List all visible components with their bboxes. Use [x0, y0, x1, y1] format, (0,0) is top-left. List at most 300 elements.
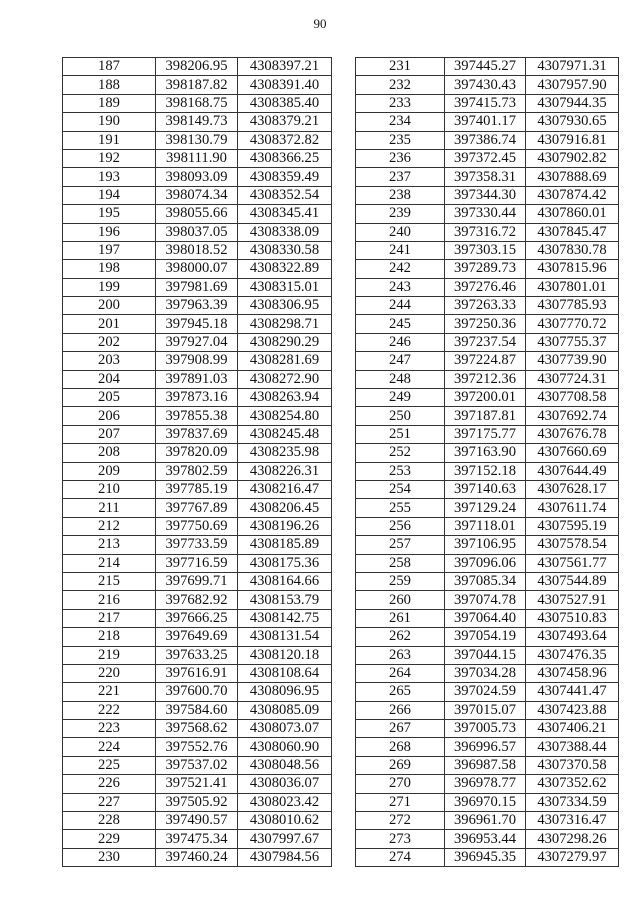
- y-coordinate-cell: 4308290.29: [238, 333, 332, 351]
- y-coordinate-cell: 4307406.21: [526, 720, 619, 738]
- point-number-cell: 263: [356, 646, 445, 664]
- y-coordinate-cell: 4307628.17: [526, 480, 619, 498]
- point-number-cell: 238: [356, 186, 445, 204]
- point-number-cell: 245: [356, 315, 445, 333]
- y-coordinate-cell: 4307527.91: [526, 591, 619, 609]
- point-number-cell: 273: [356, 830, 445, 848]
- x-coordinate-cell: 397445.27: [445, 58, 526, 76]
- table-row: [63, 94, 332, 112]
- point-number-cell: 269: [356, 756, 445, 774]
- table-row: [356, 480, 619, 498]
- point-number-cell: 200: [63, 297, 156, 315]
- y-coordinate-cell: 4307971.31: [526, 58, 619, 76]
- y-coordinate-cell: 4308245.48: [238, 425, 332, 443]
- table-row: [63, 480, 332, 498]
- table-row: [63, 793, 332, 811]
- x-coordinate-cell: 397096.06: [445, 554, 526, 572]
- table-row: [63, 517, 332, 535]
- point-number-cell: 231: [356, 58, 445, 76]
- y-coordinate-cell: 4307692.74: [526, 407, 619, 425]
- x-coordinate-cell: 396996.57: [445, 738, 526, 756]
- table-row: [356, 205, 619, 223]
- table-row: [356, 333, 619, 351]
- table-row: [63, 223, 332, 241]
- x-coordinate-cell: 397682.92: [156, 591, 238, 609]
- x-coordinate-cell: 397633.25: [156, 646, 238, 664]
- x-coordinate-cell: 398074.34: [156, 186, 238, 204]
- x-coordinate-cell: 397584.60: [156, 701, 238, 719]
- table-row: [356, 389, 619, 407]
- point-number-cell: 250: [356, 407, 445, 425]
- x-coordinate-cell: 398055.66: [156, 205, 238, 223]
- table-row: [356, 58, 619, 76]
- table-row: [63, 168, 332, 186]
- table-row: [356, 738, 619, 756]
- x-coordinate-cell: 397537.02: [156, 756, 238, 774]
- y-coordinate-cell: 4307830.78: [526, 241, 619, 259]
- x-coordinate-cell: 397085.34: [445, 572, 526, 590]
- x-coordinate-cell: 397358.31: [445, 168, 526, 186]
- table-row: [63, 333, 332, 351]
- y-coordinate-cell: 4307930.65: [526, 113, 619, 131]
- x-coordinate-cell: 397074.78: [445, 591, 526, 609]
- table-row: [63, 389, 332, 407]
- y-coordinate-cell: 4307510.83: [526, 609, 619, 627]
- x-coordinate-cell: 397981.69: [156, 278, 238, 296]
- point-number-cell: 242: [356, 260, 445, 278]
- x-coordinate-cell: 397224.87: [445, 352, 526, 370]
- point-number-cell: 225: [63, 756, 156, 774]
- x-coordinate-cell: 397015.07: [445, 701, 526, 719]
- x-coordinate-cell: 397401.17: [445, 113, 526, 131]
- y-coordinate-cell: 4307458.96: [526, 664, 619, 682]
- y-coordinate-cell: 4308366.25: [238, 149, 332, 167]
- point-number-cell: 256: [356, 517, 445, 535]
- table-row: [63, 278, 332, 296]
- point-number-cell: 235: [356, 131, 445, 149]
- table-row: [356, 444, 619, 462]
- y-coordinate-cell: 4307476.35: [526, 646, 619, 664]
- table-row: [356, 701, 619, 719]
- y-coordinate-cell: 4307755.37: [526, 333, 619, 351]
- table-row: [356, 756, 619, 774]
- page-number: 90: [313, 16, 327, 31]
- point-number-cell: 196: [63, 223, 156, 241]
- point-number-cell: 192: [63, 149, 156, 167]
- table-row: [356, 720, 619, 738]
- table-row: [356, 591, 619, 609]
- table-row: [63, 738, 332, 756]
- x-coordinate-cell: 397044.15: [445, 646, 526, 664]
- y-coordinate-cell: 4308153.79: [238, 591, 332, 609]
- table-row: [63, 186, 332, 204]
- x-coordinate-cell: 397187.81: [445, 407, 526, 425]
- y-coordinate-cell: 4307279.97: [526, 848, 619, 866]
- y-coordinate-cell: 4307423.88: [526, 701, 619, 719]
- y-coordinate-cell: 4308108.64: [238, 664, 332, 682]
- table-row: [356, 572, 619, 590]
- point-number-cell: 271: [356, 793, 445, 811]
- point-number-cell: 253: [356, 462, 445, 480]
- table-row: [63, 315, 332, 333]
- table-row: [63, 241, 332, 259]
- x-coordinate-cell: 397212.36: [445, 370, 526, 388]
- point-number-cell: 229: [63, 830, 156, 848]
- y-coordinate-cell: 4307724.31: [526, 370, 619, 388]
- point-number-cell: 251: [356, 425, 445, 443]
- point-number-cell: 223: [63, 720, 156, 738]
- x-coordinate-cell: 397891.03: [156, 370, 238, 388]
- point-number-cell: 274: [356, 848, 445, 866]
- table-row: [356, 352, 619, 370]
- y-coordinate-cell: 4308164.66: [238, 572, 332, 590]
- point-number-cell: 244: [356, 297, 445, 315]
- table-row: [63, 683, 332, 701]
- y-coordinate-cell: 4308142.75: [238, 609, 332, 627]
- table-row: [63, 756, 332, 774]
- y-coordinate-cell: 4307561.77: [526, 554, 619, 572]
- point-number-cell: 247: [356, 352, 445, 370]
- x-coordinate-cell: 397785.19: [156, 480, 238, 498]
- point-number-cell: 219: [63, 646, 156, 664]
- y-coordinate-cell: 4307845.47: [526, 223, 619, 241]
- table-row: [63, 720, 332, 738]
- y-coordinate-cell: 4307334.59: [526, 793, 619, 811]
- y-coordinate-cell: 4307660.69: [526, 444, 619, 462]
- y-coordinate-cell: 4308048.56: [238, 756, 332, 774]
- x-coordinate-cell: 397344.30: [445, 186, 526, 204]
- y-coordinate-cell: 4307644.49: [526, 462, 619, 480]
- x-coordinate-cell: 397034.28: [445, 664, 526, 682]
- table-row: [356, 297, 619, 315]
- point-number-cell: 224: [63, 738, 156, 756]
- table-row: [356, 462, 619, 480]
- point-number-cell: 206: [63, 407, 156, 425]
- x-coordinate-cell: 397521.41: [156, 775, 238, 793]
- y-coordinate-cell: 4307578.54: [526, 536, 619, 554]
- table-row: [63, 462, 332, 480]
- point-number-cell: 190: [63, 113, 156, 131]
- point-number-cell: 265: [356, 683, 445, 701]
- point-number-cell: 249: [356, 389, 445, 407]
- table-row: [63, 812, 332, 830]
- point-number-cell: 264: [356, 664, 445, 682]
- y-coordinate-cell: 4308330.58: [238, 241, 332, 259]
- y-coordinate-cell: 4308096.95: [238, 683, 332, 701]
- point-number-cell: 218: [63, 628, 156, 646]
- point-number-cell: 211: [63, 499, 156, 517]
- point-number-cell: 188: [63, 76, 156, 94]
- table-row: [63, 830, 332, 848]
- table-row: [63, 76, 332, 94]
- table-row: [356, 848, 619, 866]
- x-coordinate-cell: 397237.54: [445, 333, 526, 351]
- point-number-cell: 204: [63, 370, 156, 388]
- point-number-cell: 222: [63, 701, 156, 719]
- point-number-cell: 240: [356, 223, 445, 241]
- point-number-cell: 195: [63, 205, 156, 223]
- point-number-cell: 252: [356, 444, 445, 462]
- table-row: [63, 646, 332, 664]
- point-number-cell: 209: [63, 462, 156, 480]
- x-coordinate-cell: 397750.69: [156, 517, 238, 535]
- point-number-cell: 217: [63, 609, 156, 627]
- table-row: [356, 168, 619, 186]
- x-coordinate-cell: 397802.59: [156, 462, 238, 480]
- x-coordinate-cell: 397024.59: [445, 683, 526, 701]
- y-coordinate-cell: 4308345.41: [238, 205, 332, 223]
- table-row: [63, 205, 332, 223]
- point-number-cell: 266: [356, 701, 445, 719]
- point-number-cell: 268: [356, 738, 445, 756]
- y-coordinate-cell: 4308281.69: [238, 352, 332, 370]
- point-number-cell: 203: [63, 352, 156, 370]
- point-number-cell: 227: [63, 793, 156, 811]
- x-coordinate-cell: 397386.74: [445, 131, 526, 149]
- x-coordinate-cell: 397666.25: [156, 609, 238, 627]
- point-number-cell: 226: [63, 775, 156, 793]
- x-coordinate-cell: 397430.43: [445, 76, 526, 94]
- y-coordinate-cell: 4308272.90: [238, 370, 332, 388]
- y-coordinate-cell: 4308023.42: [238, 793, 332, 811]
- y-coordinate-cell: 4308391.40: [238, 76, 332, 94]
- point-number-cell: 194: [63, 186, 156, 204]
- y-coordinate-cell: 4308206.45: [238, 499, 332, 517]
- point-number-cell: 232: [356, 76, 445, 94]
- y-coordinate-cell: 4307708.58: [526, 389, 619, 407]
- y-coordinate-cell: 4308254.80: [238, 407, 332, 425]
- x-coordinate-cell: 398149.73: [156, 113, 238, 131]
- x-coordinate-cell: 396987.58: [445, 756, 526, 774]
- y-coordinate-cell: 4308226.31: [238, 462, 332, 480]
- table-row: [356, 241, 619, 259]
- x-coordinate-cell: 397552.76: [156, 738, 238, 756]
- x-coordinate-cell: 398018.52: [156, 241, 238, 259]
- table-row: [356, 775, 619, 793]
- point-number-cell: 193: [63, 168, 156, 186]
- table-row: [356, 94, 619, 112]
- x-coordinate-cell: 397873.16: [156, 389, 238, 407]
- x-coordinate-cell: 398206.95: [156, 58, 238, 76]
- x-coordinate-cell: 396978.77: [445, 775, 526, 793]
- y-coordinate-cell: 4307902.82: [526, 149, 619, 167]
- y-coordinate-cell: 4307888.69: [526, 168, 619, 186]
- point-number-cell: 214: [63, 554, 156, 572]
- x-coordinate-cell: 397963.39: [156, 297, 238, 315]
- table-row: [63, 260, 332, 278]
- y-coordinate-cell: 4307493.64: [526, 628, 619, 646]
- table-row: [63, 407, 332, 425]
- point-number-cell: 233: [356, 94, 445, 112]
- y-coordinate-cell: 4308073.07: [238, 720, 332, 738]
- table-row: [356, 499, 619, 517]
- x-coordinate-cell: 397908.99: [156, 352, 238, 370]
- y-coordinate-cell: 4308175.36: [238, 554, 332, 572]
- y-coordinate-cell: 4307916.81: [526, 131, 619, 149]
- table-row: [63, 701, 332, 719]
- point-number-cell: 260: [356, 591, 445, 609]
- x-coordinate-cell: 397118.01: [445, 517, 526, 535]
- table-row: [63, 499, 332, 517]
- x-coordinate-cell: 397460.24: [156, 848, 238, 866]
- x-coordinate-cell: 397927.04: [156, 333, 238, 351]
- table-row: [356, 425, 619, 443]
- point-number-cell: 272: [356, 812, 445, 830]
- x-coordinate-cell: 397129.24: [445, 499, 526, 517]
- x-coordinate-cell: 397064.40: [445, 609, 526, 627]
- table-row: [356, 683, 619, 701]
- table-row: [356, 186, 619, 204]
- y-coordinate-cell: 4308085.09: [238, 701, 332, 719]
- table-row: [63, 425, 332, 443]
- x-coordinate-cell: 398130.79: [156, 131, 238, 149]
- table-row: [63, 554, 332, 572]
- table-row: [356, 278, 619, 296]
- table-row: [63, 572, 332, 590]
- point-number-cell: 205: [63, 389, 156, 407]
- y-coordinate-cell: 4307544.89: [526, 572, 619, 590]
- table-row: [63, 58, 332, 76]
- x-coordinate-cell: 397054.19: [445, 628, 526, 646]
- point-number-cell: 189: [63, 94, 156, 112]
- point-number-cell: 258: [356, 554, 445, 572]
- y-coordinate-cell: 4308185.89: [238, 536, 332, 554]
- point-number-cell: 197: [63, 241, 156, 259]
- y-coordinate-cell: 4308359.49: [238, 168, 332, 186]
- point-number-cell: 187: [63, 58, 156, 76]
- x-coordinate-cell: 397855.38: [156, 407, 238, 425]
- table-row: [356, 812, 619, 830]
- table-row: [356, 646, 619, 664]
- y-coordinate-cell: 4307595.19: [526, 517, 619, 535]
- table-row: [356, 260, 619, 278]
- x-coordinate-cell: 397490.57: [156, 812, 238, 830]
- x-coordinate-cell: 397372.45: [445, 149, 526, 167]
- x-coordinate-cell: 397330.44: [445, 205, 526, 223]
- y-coordinate-cell: 4308379.21: [238, 113, 332, 131]
- point-number-cell: 215: [63, 572, 156, 590]
- table-row: [356, 554, 619, 572]
- point-number-cell: 213: [63, 536, 156, 554]
- table-row: [356, 223, 619, 241]
- x-coordinate-cell: 398093.09: [156, 168, 238, 186]
- x-coordinate-cell: 397152.18: [445, 462, 526, 480]
- y-coordinate-cell: 4308216.47: [238, 480, 332, 498]
- point-number-cell: 208: [63, 444, 156, 462]
- x-coordinate-cell: 397303.15: [445, 241, 526, 259]
- point-number-cell: 237: [356, 168, 445, 186]
- table-row: [356, 370, 619, 388]
- table-row: [63, 297, 332, 315]
- x-coordinate-cell: 398000.07: [156, 260, 238, 278]
- y-coordinate-cell: 4307676.78: [526, 425, 619, 443]
- y-coordinate-cell: 4307860.01: [526, 205, 619, 223]
- y-coordinate-cell: 4307984.56: [238, 848, 332, 866]
- point-number-cell: 228: [63, 812, 156, 830]
- point-number-cell: 207: [63, 425, 156, 443]
- y-coordinate-cell: 4308322.89: [238, 260, 332, 278]
- y-coordinate-cell: 4307874.42: [526, 186, 619, 204]
- table-row: [356, 149, 619, 167]
- y-coordinate-cell: 4307298.26: [526, 830, 619, 848]
- y-coordinate-cell: 4308120.18: [238, 646, 332, 664]
- x-coordinate-cell: 397649.69: [156, 628, 238, 646]
- x-coordinate-cell: 396953.44: [445, 830, 526, 848]
- table-row: [63, 131, 332, 149]
- x-coordinate-cell: 397005.73: [445, 720, 526, 738]
- table-row: [63, 113, 332, 131]
- y-coordinate-cell: 4307441.47: [526, 683, 619, 701]
- x-coordinate-cell: 397820.09: [156, 444, 238, 462]
- point-number-cell: 255: [356, 499, 445, 517]
- point-number-cell: 230: [63, 848, 156, 866]
- table-row: [356, 131, 619, 149]
- table-row: [356, 315, 619, 333]
- table-row: [356, 76, 619, 94]
- y-coordinate-cell: 4307611.74: [526, 499, 619, 517]
- point-number-cell: 270: [356, 775, 445, 793]
- table-row: [356, 628, 619, 646]
- x-coordinate-cell: 397316.72: [445, 223, 526, 241]
- x-coordinate-cell: 397200.01: [445, 389, 526, 407]
- x-coordinate-cell: 397945.18: [156, 315, 238, 333]
- x-coordinate-cell: 396945.35: [445, 848, 526, 866]
- point-number-cell: 220: [63, 664, 156, 682]
- table-row: [356, 407, 619, 425]
- x-coordinate-cell: 398187.82: [156, 76, 238, 94]
- x-coordinate-cell: 397289.73: [445, 260, 526, 278]
- x-coordinate-cell: 397415.73: [445, 94, 526, 112]
- x-coordinate-cell: 397263.33: [445, 297, 526, 315]
- y-coordinate-cell: 4308352.54: [238, 186, 332, 204]
- y-coordinate-cell: 4307801.01: [526, 278, 619, 296]
- point-number-cell: 221: [63, 683, 156, 701]
- point-number-cell: 241: [356, 241, 445, 259]
- x-coordinate-cell: 397475.34: [156, 830, 238, 848]
- x-coordinate-cell: 397175.77: [445, 425, 526, 443]
- point-number-cell: 210: [63, 480, 156, 498]
- point-number-cell: 236: [356, 149, 445, 167]
- y-coordinate-cell: 4308235.98: [238, 444, 332, 462]
- y-coordinate-cell: 4307388.44: [526, 738, 619, 756]
- x-coordinate-cell: 396961.70: [445, 812, 526, 830]
- point-number-cell: 257: [356, 536, 445, 554]
- point-number-cell: 201: [63, 315, 156, 333]
- point-number-cell: 191: [63, 131, 156, 149]
- table-row: [356, 517, 619, 535]
- point-number-cell: 262: [356, 628, 445, 646]
- x-coordinate-cell: 397106.95: [445, 536, 526, 554]
- coordinates-table-left: [62, 57, 332, 867]
- coordinates-table-left-body: [63, 58, 332, 867]
- x-coordinate-cell: 397699.71: [156, 572, 238, 590]
- point-number-cell: 239: [356, 205, 445, 223]
- x-coordinate-cell: 397767.89: [156, 499, 238, 517]
- x-coordinate-cell: 397568.62: [156, 720, 238, 738]
- table-row: [63, 591, 332, 609]
- x-coordinate-cell: 397837.69: [156, 425, 238, 443]
- table-row: [63, 775, 332, 793]
- y-coordinate-cell: 4307316.47: [526, 812, 619, 830]
- y-coordinate-cell: 4308315.01: [238, 278, 332, 296]
- y-coordinate-cell: 4307770.72: [526, 315, 619, 333]
- table-row: [356, 609, 619, 627]
- point-number-cell: 202: [63, 333, 156, 351]
- y-coordinate-cell: 4308372.82: [238, 131, 332, 149]
- x-coordinate-cell: 397276.46: [445, 278, 526, 296]
- y-coordinate-cell: 4308385.40: [238, 94, 332, 112]
- y-coordinate-cell: 4307352.62: [526, 775, 619, 793]
